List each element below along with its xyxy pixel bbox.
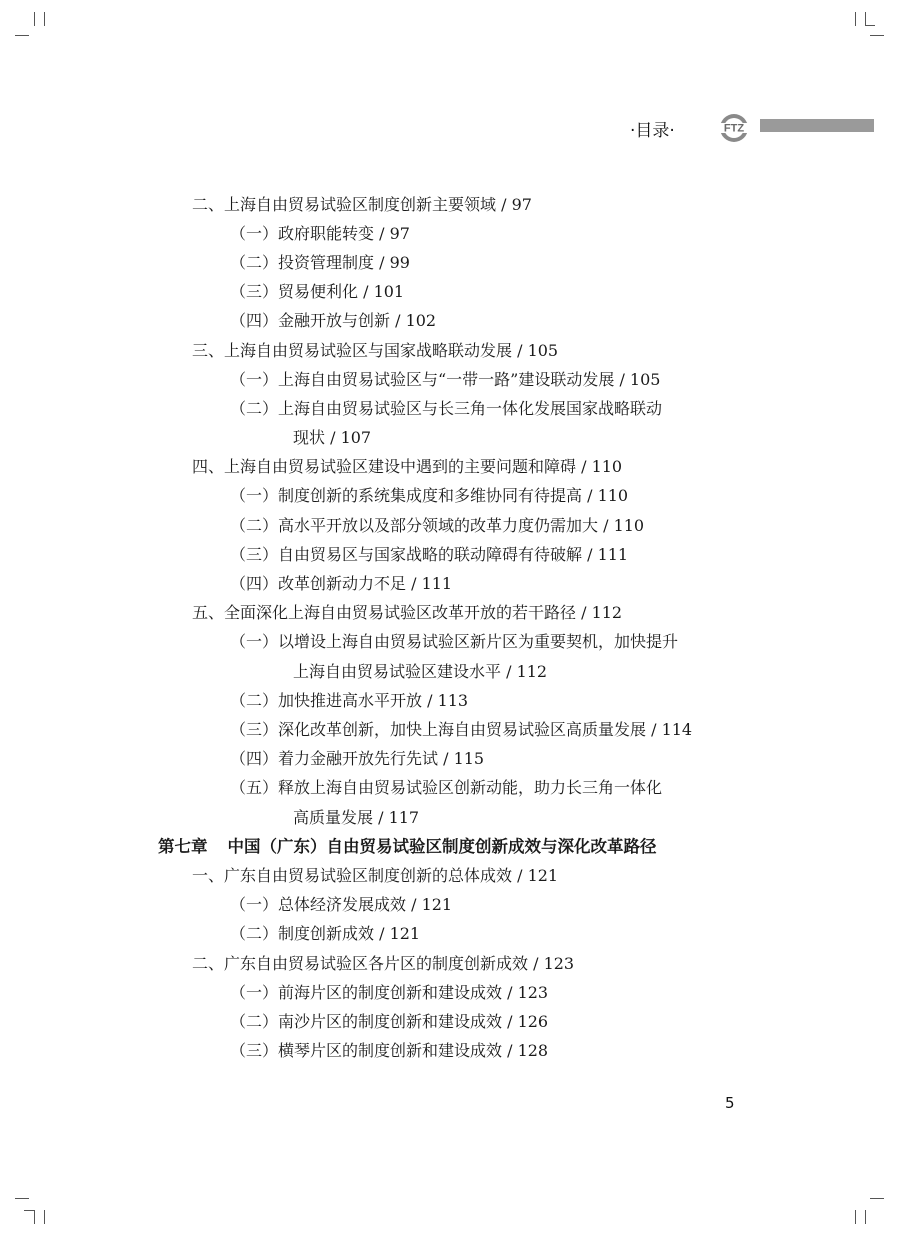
crop-mark-bottom-left-corner: [24, 1210, 34, 1211]
running-header: [600, 112, 875, 144]
toc-subsection: （三）自由贸易区与国家战略的联动障碍有待破解 / 111: [230, 545, 629, 564]
toc-chapter: [158, 837, 657, 857]
crop-mark-top-right-h: [870, 35, 884, 36]
toc-subsection: （一）以增设上海自由贸易试验区新片区为重要契机，加快提升: [230, 632, 679, 651]
crop-mark-top-left-v2: [44, 12, 45, 26]
crop-mark-top-left-h: [15, 35, 29, 36]
toc-subsection-continued: 现状 / 107: [293, 428, 372, 447]
toc-subsection-continued: 上海自由贸易试验区建设水平 / 112: [293, 662, 548, 681]
toc-subsection: （一）前海片区的制度创新和建设成效 / 123: [230, 983, 549, 1002]
toc-subsection: （一）上海自由贸易试验区与“一带一路”建设联动发展 / 105: [230, 370, 661, 389]
header-bar: [760, 119, 874, 132]
crop-mark-bottom-right-h: [870, 1198, 884, 1199]
toc-subsection: （三）贸易便利化 / 101: [230, 282, 405, 301]
toc-subsection: （四）金融开放与创新 / 102: [230, 311, 437, 330]
ftz-logo-icon: [718, 112, 750, 144]
toc-subsection: （三）横琴片区的制度创新和建设成效 / 128: [230, 1041, 549, 1060]
toc-section: 二、上海自由贸易试验区制度创新主要领域 / 97: [192, 195, 532, 214]
toc-subsection: （二）制度创新成效 / 121: [230, 924, 421, 943]
crop-mark-bottom-left-v: [34, 1210, 35, 1224]
logo-text: FTZ: [723, 122, 745, 135]
toc-subsection-continued: 高质量发展 / 117: [293, 808, 420, 827]
toc-section: 五、全面深化上海自由贸易试验区改革开放的若干路径 / 112: [192, 603, 623, 622]
toc-subsection: （四）改革创新动力不足 / 111: [230, 574, 453, 593]
toc-section: 二、广东自由贸易试验区各片区的制度创新成效 / 123: [192, 954, 575, 973]
toc-subsection: （四）着力金融开放先行先试 / 115: [230, 749, 485, 768]
toc-subsection: （五）释放上海自由贸易试验区创新动能，助力长三角一体化: [230, 778, 663, 797]
toc-subsection: （二）加快推进高水平开放 / 113: [230, 691, 469, 710]
toc-section: 三、上海自由贸易试验区与国家战略联动发展 / 105: [192, 341, 559, 360]
page-number: 5: [725, 1094, 735, 1112]
crop-mark-top-left-v: [34, 12, 35, 26]
chapter-number: 第七章: [158, 837, 208, 856]
crop-mark-bottom-left-h: [15, 1198, 29, 1199]
toc-subsection: （二）上海自由贸易试验区与长三角一体化发展国家战略联动: [230, 399, 663, 418]
chapter-title: 中国（广东）自由贸易试验区制度创新成效与深化改革路径: [227, 837, 657, 856]
toc-section: 一、广东自由贸易试验区制度创新的总体成效 / 121: [192, 866, 559, 885]
crop-mark-bottom-left-v2: [44, 1210, 45, 1224]
crop-mark-top-right-corner: [865, 25, 875, 26]
crop-mark-bottom-right-v2: [855, 1210, 856, 1224]
toc-subsection: （一）政府职能转变 / 97: [230, 224, 410, 243]
crop-mark-bottom-right-v: [865, 1210, 866, 1224]
crop-mark-top-right-v: [865, 12, 866, 26]
toc-subsection: （三）深化改革创新，加快上海自由贸易试验区高质量发展 / 114: [230, 720, 693, 739]
toc-section: 四、上海自由贸易试验区建设中遇到的主要问题和障碍 / 110: [192, 457, 623, 476]
header-title: ·目录·: [630, 121, 675, 141]
toc-subsection: （二）高水平开放以及部分领域的改革力度仍需加大 / 110: [230, 516, 645, 535]
toc-subsection: （二）南沙片区的制度创新和建设成效 / 126: [230, 1012, 549, 1031]
crop-mark-top-right-v2: [855, 12, 856, 26]
toc-subsection: （二）投资管理制度 / 99: [230, 253, 410, 272]
toc-subsection: （一）总体经济发展成效 / 121: [230, 895, 453, 914]
toc-subsection: （一）制度创新的系统集成度和多维协同有待提高 / 110: [230, 486, 629, 505]
